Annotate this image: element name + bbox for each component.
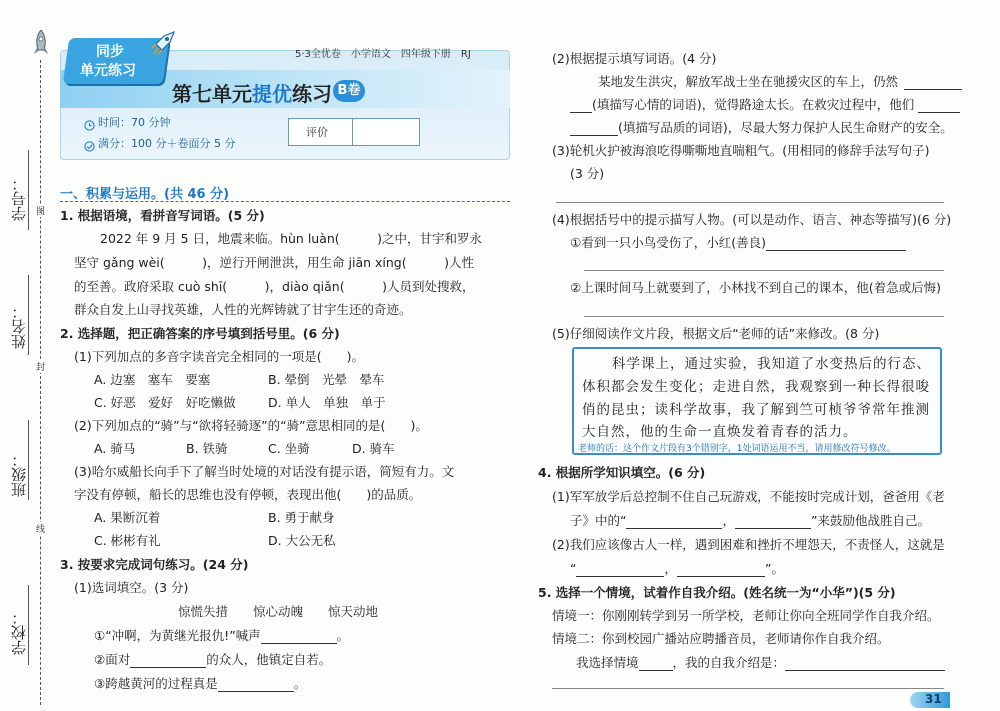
q1-line-3: 的至善。政府采取 cuò shī( )，diào qiǎn( )人员到处搜救， <box>74 279 475 294</box>
title-unit: 第七单元 <box>172 82 252 106</box>
q3-4-item-b: ②上课时间马上就要到了，小林找不到自己的课本，他(着急或后悔) <box>570 280 941 295</box>
student-id-label: 学号： <box>10 176 28 221</box>
q2-2-option-d: D. 骑车 <box>352 441 395 456</box>
q3-1-sentence-1: ①“冲啊，为黄继光报仇!”喊声 。 <box>94 628 350 643</box>
q3-1-stem: (1)选词填空。(3 分) <box>74 580 189 595</box>
q2-3-option-b: B. 勇于献身 <box>268 510 335 525</box>
q3-1-blank-3[interactable] <box>218 678 294 692</box>
q5-title: 5. 选择一个情境，试着作自我介绍。(姓名统一为“小华”)(5 分) <box>538 585 896 600</box>
q3-3-answer-line[interactable] <box>556 202 944 203</box>
badge-text-2: 单元练习 <box>80 63 136 79</box>
page-title <box>172 78 332 107</box>
rocket-deco-icon <box>150 30 176 60</box>
q2-2-option-b: B. 铁骑 <box>186 441 228 456</box>
q2-3-option-c: C. 彬彬有礼 <box>94 533 161 548</box>
section-1-heading: 一、积累与运用。(共 46 分) <box>60 187 230 202</box>
time-limit: 时间：70 分钟 <box>98 116 171 129</box>
full-score: 满分：100 分＋卷面分 5 分 <box>98 137 236 150</box>
q2-1-stem: (1)下列加点的多音字读音完全相同的一项是( )。 <box>74 349 364 364</box>
q4-2-blank-2[interactable] <box>677 563 765 577</box>
name-line <box>28 275 29 355</box>
q2-2-stem: (2)下列加点的“骑”与“欲将轻骑逐”的“骑”意思相同的是( )。 <box>74 418 428 433</box>
q3-1-sentence-3: ③跨越黄河的过程真是 。 <box>94 676 307 691</box>
q1-line-4: 群众自发上山寻找英雄，人性的光辉铸就了甘宇生还的奇迹。 <box>74 302 412 317</box>
q2-title: 2. 选择题，把正确答案的序号填到括号里。(6 分) <box>60 326 340 341</box>
q4-title: 4. 根据所学知识填空。(6 分) <box>538 465 706 480</box>
q5-scenario-2: 情境二：你到校园广播站应聘播音员，老师请你作自我介绍。 <box>552 631 890 646</box>
q3-3-score: (3 分) <box>570 166 605 181</box>
q4-2-line-1: (2)我们应该像古人一样，遇到困难和挫折不埋怨天，不责怪人，这就是 <box>552 537 945 552</box>
q2-1-option-b: B. 晕倒 光晕 晕车 <box>268 372 385 387</box>
q2-3-option-d: D. 大公无私 <box>268 533 336 548</box>
q2-1-option-c: C. 好恶 爱好 好吃懒做 <box>94 395 236 410</box>
q4-1-line-1: (1)军军放学后总控制不住自己玩游戏，不能按时完成计划，爸爸用《老 <box>552 489 945 504</box>
q3-4-answer-line-b[interactable] <box>584 316 944 317</box>
q3-1-blank-1[interactable] <box>261 630 337 644</box>
margin-label-tu: 图 <box>36 204 45 217</box>
q3-title: 3. 按要求完成词句练习。(24 分) <box>60 557 249 572</box>
class-line <box>28 420 29 500</box>
q3-2-blank-2[interactable] <box>570 99 592 113</box>
check-icon <box>84 137 95 156</box>
evaluation-field[interactable] <box>354 120 418 144</box>
essay-line-1: 科学课上，通过实验，我知道了水变热后的行态、 <box>612 356 931 372</box>
cut-line <box>40 60 41 705</box>
school-label: 学校： <box>10 610 28 655</box>
q3-2-blank-4[interactable] <box>570 122 618 136</box>
q5-choice-line: 我选择情境 ，我的自我介绍是： <box>576 653 945 671</box>
q3-2-blank-3[interactable] <box>918 99 960 113</box>
q3-2-stem: (2)根据提示填写词语。(4 分) <box>552 51 717 66</box>
section-rule <box>60 201 510 202</box>
q2-3-stem-1: (3)哈尔威船长向手下了解当时处境的对话没有提示语，简短有力。文 <box>74 464 455 479</box>
title-highlight: 提优 <box>252 82 292 106</box>
school-line <box>28 585 29 665</box>
q4-1-blank-2[interactable] <box>735 515 811 529</box>
essay-line-2: 体积都会发生变化；走进自然，我观察到一种长得很唆 <box>582 379 930 395</box>
q4-1-line-2: 子》中的“ ， ”来鼓励他战胜自己。 <box>570 513 930 528</box>
q4-2-line-2: “ ， ”。 <box>570 561 784 576</box>
badge-text-1: 同步 <box>96 44 124 60</box>
essay-line-4: 大自然，他的生命一直焕发着青春的活力。 <box>582 424 858 440</box>
margin-label-feng: 封 <box>36 360 45 373</box>
student-id-line <box>28 150 29 230</box>
q5-answer-line[interactable] <box>552 688 944 689</box>
clock-icon <box>84 116 95 135</box>
q4-2-blank-1[interactable] <box>576 563 664 577</box>
q3-4-item-a: ①看到一只小鸟受伤了，小红(善良) <box>570 233 906 251</box>
q3-3-stem: (3)轮机火护被海浪吃得嘶嘶地直喘粗气。(用相同的修辞手法写句子) <box>552 143 930 158</box>
rocket-icon <box>34 30 48 60</box>
q5-scenario-1: 情境一：你刚刚转学到另一所学校，老师让你向全班同学作自我介绍。 <box>552 608 940 623</box>
q3-1-word-bank: 惊慌失措 惊心动魄 惊天动地 <box>178 604 379 619</box>
q1-line-2: 坚守 gǎng wèi( )，逆行开闸泄洪，用生命 jiān xíng( )人性 <box>74 255 474 270</box>
q3-4-blank-a[interactable] <box>766 237 906 251</box>
essay-line-3: 俏的昆虫；读科学故事，我了解到竺可桢爷爷常年推测 <box>582 402 930 418</box>
teacher-note: 老师的话：这个作文片段有3个错别字，1处词语运用不当，请用修改符号修改。 <box>578 444 896 454</box>
page-number: 31 <box>925 692 942 706</box>
q2-2-option-a: A. 骑马 <box>94 441 136 456</box>
title-practice: 练习 <box>292 82 332 106</box>
q3-5-stem: (5)仔细阅读作文片段，根据文后“老师的话”来修改。(8 分) <box>552 326 880 341</box>
q3-4-answer-line-a[interactable] <box>584 270 944 271</box>
q2-2-option-c: C. 坐骑 <box>268 441 310 456</box>
q3-2-line-3: (填描写品质的词语)，尽最大努力保护人民生命财产的安全。 <box>570 118 953 136</box>
q4-1-blank-1[interactable] <box>626 515 722 529</box>
q3-2-line-1: 某地发生洪灾，解放军战士坐在驰援灾区的车上，仍然 <box>598 72 962 90</box>
series-info: 5·3全优卷 小学语文 四年级下册 RJ <box>295 49 471 60</box>
class-label: 班级： <box>10 452 28 497</box>
q5-intro-blank[interactable] <box>785 657 945 671</box>
q2-3-stem-2: 字没有停顿，船长的思维也没有停顿，表现出他( )的品质。 <box>74 487 422 502</box>
paper-b-badge: B卷 <box>333 80 365 102</box>
q2-3-option-a: A. 果断沉着 <box>94 510 161 525</box>
q3-2-line-2: (填描写心情的词语)，觉得路途太长。在救灾过程中，他们 <box>570 95 960 113</box>
evaluation-label: 评价 <box>306 126 328 139</box>
q5-scenario-blank[interactable] <box>639 657 673 671</box>
q3-4-stem: (4)根据括号中的提示描写人物。(可以是动作、语言、神态等描写)(6 分) <box>552 212 952 227</box>
q3-2-blank-1[interactable] <box>904 76 962 90</box>
name-label: 姓名： <box>10 304 28 349</box>
q3-1-blank-2[interactable] <box>130 654 206 668</box>
q2-1-option-d: D. 单人 单独 单于 <box>268 395 386 410</box>
q3-1-sentence-2: ②面对 的众人，他镇定自若。 <box>94 652 332 667</box>
q1-line-1: 2022 年 9 月 5 日，地震来临。hùn luàn( )之中，甘宇和罗永 <box>100 231 483 246</box>
margin-label-xian: 线 <box>36 522 45 535</box>
q2-1-option-a: A. 边塞 塞车 要塞 <box>94 372 211 387</box>
evaluation-divider <box>352 118 353 146</box>
q1-title: 1. 根据语境，看拼音写词语。(5 分) <box>60 208 265 223</box>
